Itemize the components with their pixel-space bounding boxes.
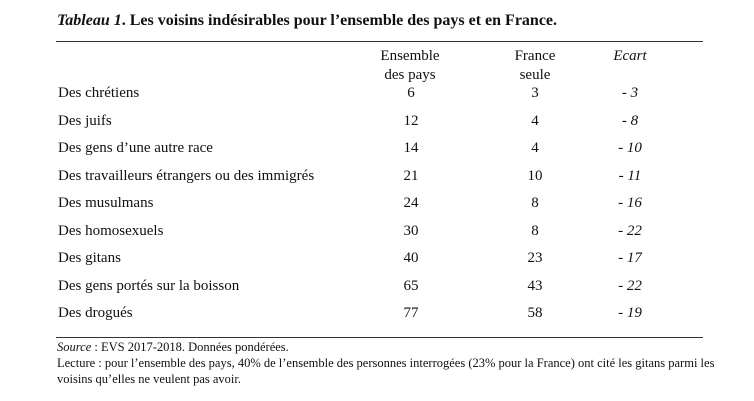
cell-ensemble: 14 xyxy=(403,140,419,156)
row-label: Des gens portés sur la boisson xyxy=(58,277,240,294)
cell-france: 4 xyxy=(531,140,539,156)
cell-ecart: - 10 xyxy=(618,140,642,156)
cell-ecart: - 19 xyxy=(618,305,642,321)
column-header-ecart: Ecart xyxy=(613,48,647,64)
table-title-text: . Les voisins indésirables pour l’ensemble des pays et en France. xyxy=(121,12,558,29)
table-row xyxy=(56,222,703,250)
cell-france: 3 xyxy=(531,85,539,101)
cell-france: 58 xyxy=(527,305,543,321)
column-header-france-line1: France xyxy=(514,48,556,64)
cell-ensemble: 30 xyxy=(403,222,419,239)
table-row xyxy=(56,112,703,140)
column-header-france xyxy=(480,47,590,85)
table-row xyxy=(56,249,703,277)
cell-france: 8 xyxy=(531,222,539,239)
source-label: Source xyxy=(57,340,92,354)
cell-france: 10 xyxy=(527,167,543,184)
bottom-rule xyxy=(56,337,703,338)
cell-france: 43 xyxy=(527,277,543,294)
cell-france: 23 xyxy=(527,250,543,266)
cell-ecart: - 16 xyxy=(618,195,642,211)
cell-ensemble: 12 xyxy=(403,112,419,129)
table-title-lead: Tableau 1 xyxy=(57,12,122,29)
cell-ensemble: 65 xyxy=(403,277,419,294)
cell-ecart: - 3 xyxy=(621,85,639,101)
row-label: Des musulmans xyxy=(58,195,154,211)
row-label: Des juifs xyxy=(58,112,112,129)
cell-ecart: - 8 xyxy=(621,112,639,129)
row-label: Des gitans xyxy=(58,250,121,266)
cell-ecart: - 22 xyxy=(618,277,642,294)
row-label: Des gens d’une autre race xyxy=(58,140,213,156)
source-note xyxy=(57,339,717,355)
table-row xyxy=(56,194,703,222)
cell-ensemble: 6 xyxy=(407,85,415,101)
lecture-note: Lecture : pour l’ensemble des pays, 40% de l’ensemble des personnes interrogées (23% pour la France) ont cité les gitans parmi les voisins qu’elles ne veulent pas avoir. xyxy=(57,356,715,386)
table-row xyxy=(56,277,703,305)
column-header-ensemble xyxy=(355,47,465,85)
row-label: Des chrétiens xyxy=(58,85,140,101)
cell-ecart: - 22 xyxy=(618,222,642,239)
row-label: Des drogués xyxy=(58,305,133,321)
cell-ensemble: 24 xyxy=(403,195,419,211)
cell-ensemble: 77 xyxy=(403,305,419,321)
row-label: Des travailleurs étrangers ou des immigrés xyxy=(58,167,315,184)
table-notes xyxy=(57,339,717,387)
table-title xyxy=(57,12,557,30)
table-row xyxy=(56,84,703,112)
cell-ensemble: 21 xyxy=(403,167,419,184)
column-header-france-line2: seule xyxy=(519,67,551,83)
cell-ensemble: 40 xyxy=(403,250,419,266)
table-row xyxy=(56,304,703,332)
top-rule xyxy=(56,41,703,42)
cell-ecart: - 11 xyxy=(618,167,642,184)
table-row xyxy=(56,167,703,195)
column-header-ensemble-line2: des pays xyxy=(384,67,436,83)
cell-ecart: - 17 xyxy=(618,250,642,266)
table-row xyxy=(56,139,703,167)
source-text: : EVS 2017-2018. Données pondérées. xyxy=(91,340,289,354)
table-body xyxy=(56,84,703,332)
cell-france: 4 xyxy=(531,112,539,129)
row-label: Des homosexuels xyxy=(58,222,164,239)
cell-france: 8 xyxy=(531,195,539,211)
column-header-ensemble-line1: Ensemble xyxy=(380,48,440,64)
